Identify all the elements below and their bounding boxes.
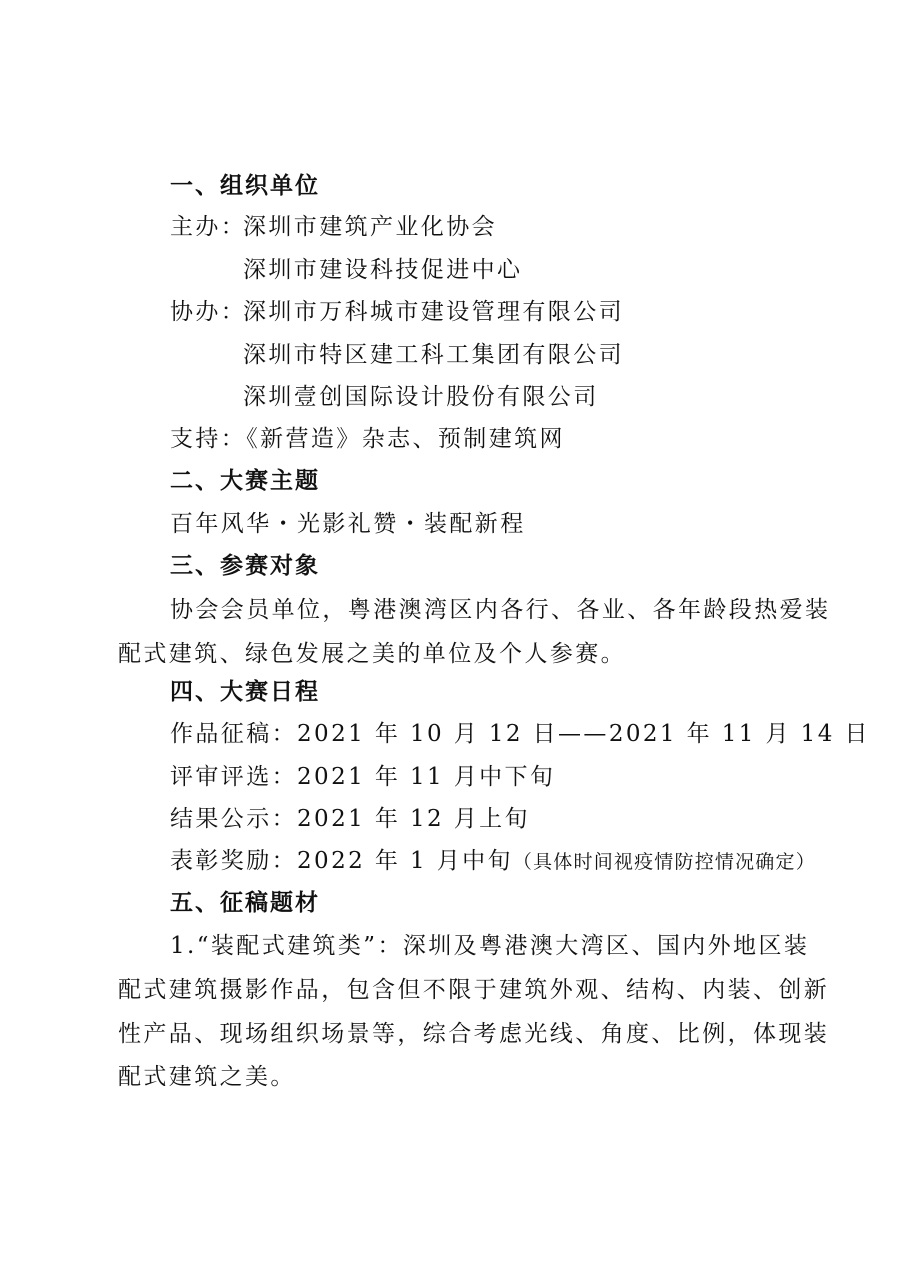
host-org-1: 深圳市建筑产业化协会: [243, 214, 497, 240]
section-2-heading: 二、大赛主题: [170, 468, 320, 494]
support-line: 支持：《新营造》杂志、预制建筑网: [170, 426, 565, 452]
section-4-heading: 四、大赛日程: [170, 679, 320, 705]
section-5-heading: 五、征稿题材: [170, 890, 320, 916]
schedule-line-3: 结果公示：2021 年 12 月上旬: [170, 806, 530, 832]
schedule-line-4-main: 表彰奖励：2022 年 1 月中旬: [170, 848, 513, 874]
schedule-line-2: 评审评选：2021 年 11 月中下旬: [170, 764, 556, 790]
topic-line-2: 配式建筑摄影作品，包含但不限于建筑外观、结构、内装、创新: [118, 977, 830, 1003]
host-label: 主办：: [170, 214, 247, 240]
schedule-line-1: 作品征稿：2021 年 10 月 12 日——2021 年 11 月 14 日: [170, 721, 870, 747]
co-label: 协办：: [170, 299, 247, 325]
theme-line: 百年风华・光影礼赞・装配新程: [170, 511, 526, 537]
schedule-line-4-note: （具体时间视疫情防控情况确定）: [512, 851, 816, 873]
target-line-2: 配式建筑、绿色发展之美的单位及个人参赛。: [118, 641, 626, 667]
section-3-heading: 三、参赛对象: [170, 553, 320, 579]
co-org-1: 深圳市万科城市建设管理有限公司: [243, 299, 624, 325]
target-line-1: 协会会员单位，粤港澳湾区内各行、各业、各年龄段热爱装: [170, 597, 831, 623]
host-org-2: 深圳市建设科技促进中心: [243, 257, 523, 283]
co-org-3: 深圳壹创国际设计股份有限公司: [243, 384, 599, 410]
topic-line-1: 1.“装配式建筑类”：深圳及粤港澳大湾区、国内外地区装: [170, 933, 810, 959]
section-1-heading: 一、组织单位: [170, 173, 320, 199]
topic-line-3: 性产品、现场组织场景等，综合考虑光线、角度、比例，体现装: [118, 1021, 830, 1047]
topic-line-4: 配式建筑之美。: [118, 1064, 296, 1090]
schedule-line-4: [170, 847, 816, 876]
co-org-2: 深圳市特区建工科工集团有限公司: [243, 342, 624, 368]
